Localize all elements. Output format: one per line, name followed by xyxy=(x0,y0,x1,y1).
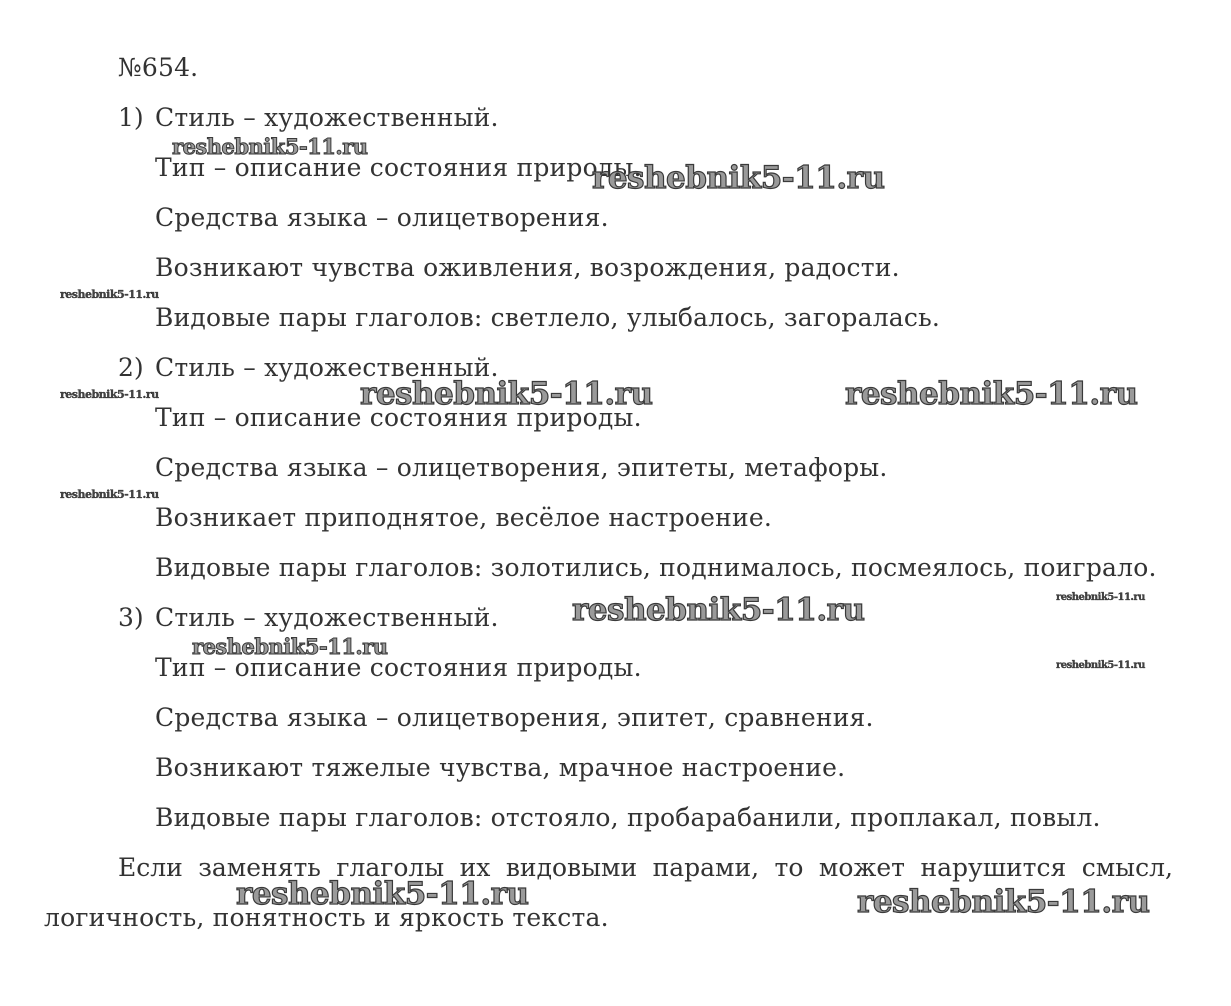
watermark: reshebnik5-11.ru xyxy=(1056,660,1145,671)
watermark: reshebnik5-11.ru xyxy=(592,160,885,196)
conclusion-word: нарушится xyxy=(920,853,1067,882)
item-3-type: Тип – описание состояния природы. xyxy=(155,653,642,682)
problem-number: №654. xyxy=(118,53,199,82)
watermark: reshebnik5-11.ru xyxy=(192,634,388,659)
item-2-style: Стиль – художественный. xyxy=(155,353,499,382)
conclusion-word: парами, xyxy=(652,853,760,882)
watermark: reshebnik5-11.ru xyxy=(172,134,368,159)
conclusion-line-2: логичность, понятность и яркость текста. xyxy=(44,903,609,932)
watermark: reshebnik5-11.ru xyxy=(572,592,865,628)
watermark: reshebnik5-11.ru xyxy=(60,488,159,501)
conclusion-word: видовыми xyxy=(505,853,638,882)
conclusion-word: Если xyxy=(118,853,183,882)
watermark: reshebnik5-11.ru xyxy=(845,376,1138,412)
watermark: reshebnik5-11.ru xyxy=(236,876,529,912)
item-number-1: 1) xyxy=(118,103,144,132)
watermark: reshebnik5-11.ru xyxy=(857,884,1150,920)
conclusion-word: может xyxy=(818,853,906,882)
item-2-means: Средства языка – олицетворения, эпитеты, метафоры. xyxy=(155,453,888,482)
conclusion-word: смысл, xyxy=(1081,853,1173,882)
conclusion-word: то xyxy=(774,853,804,882)
item-1-verbs: Видовые пары глаголов: светлело, улыбалось, загоралась. xyxy=(155,303,941,332)
watermark: reshebnik5-11.ru xyxy=(1056,592,1145,603)
item-3-means: Средства языка – олицетворения, эпитет, сравнения. xyxy=(155,703,874,732)
watermark: reshebnik5-11.ru xyxy=(60,288,159,301)
item-1-type: Тип – описание состояния природы. xyxy=(155,153,642,182)
conclusion-word: заменять xyxy=(198,853,321,882)
item-2-feelings: Возникает приподнятое, весёлое настроение. xyxy=(155,503,772,532)
watermark: reshebnik5-11.ru xyxy=(360,376,653,412)
item-1-means: Средства языка – олицетворения. xyxy=(155,203,609,232)
item-1-feelings: Возникают чувства оживления, возрождения, радости. xyxy=(155,253,900,282)
conclusion-word: глаголы xyxy=(336,853,445,882)
watermark: reshebnik5-11.ru xyxy=(60,388,159,401)
item-3-feelings: Возникают тяжелые чувства, мрачное настроение. xyxy=(155,753,846,782)
item-3-style: Стиль – художественный. xyxy=(155,603,499,632)
item-2-type: Тип – описание состояния природы. xyxy=(155,403,642,432)
item-3-verbs: Видовые пары глаголов: отстояло, пробарабанили, проплакал, повыл. xyxy=(155,803,1101,832)
conclusion-word: их xyxy=(459,853,491,882)
conclusion-line-1 xyxy=(118,853,1173,883)
item-number-2: 2) xyxy=(118,353,144,382)
item-number-3: 3) xyxy=(118,603,144,632)
item-1-style: Стиль – художественный. xyxy=(155,103,499,132)
item-2-verbs: Видовые пары глаголов: золотились, поднималось, посмеялось, поиграло. xyxy=(155,553,1157,582)
